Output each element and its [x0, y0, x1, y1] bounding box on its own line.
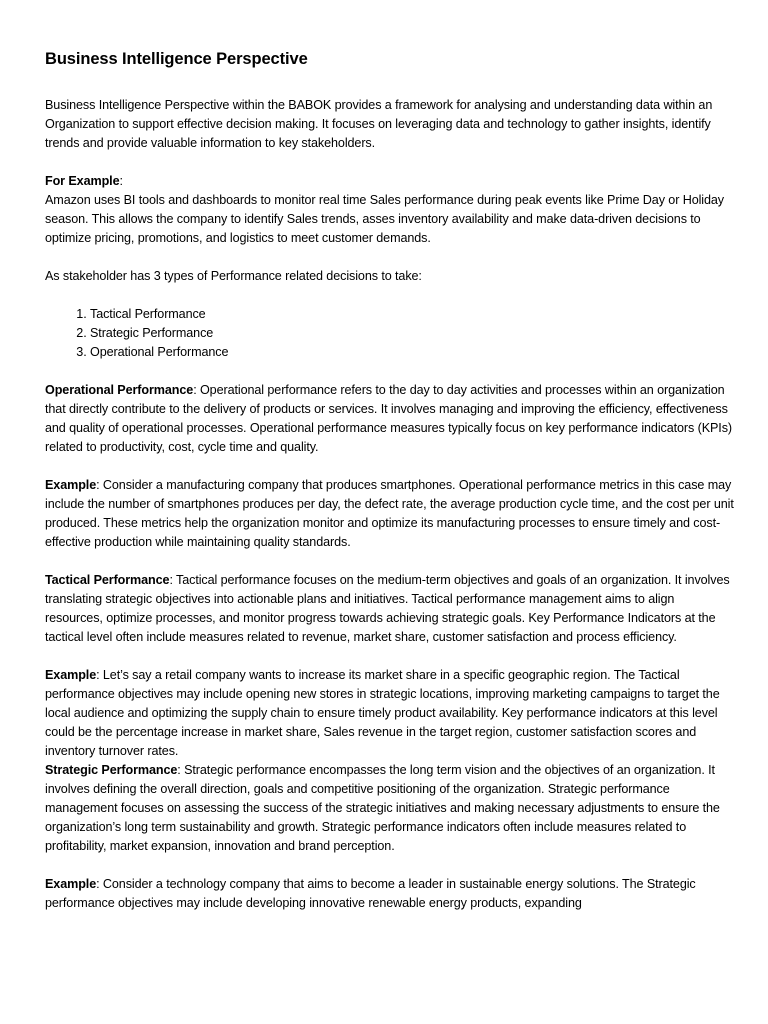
operational-example-label: Example: [45, 478, 97, 492]
intro-paragraph: Business Intelligence Perspective within the BABOK provides a framework for analysing and understanding data within an Organization to support effective decision making. It focuses on leveraging data and technology to gather insights, identify trends and provide valuable information to key stakeholders.: [45, 98, 713, 150]
strategic-label: Strategic Performance: [45, 763, 178, 777]
strategic-example-paragraph: [45, 875, 735, 913]
tactical-text: : Tactical performance focuses on the medium-term objectives and goals of an organization. It involves translating strategic objectives into actionable plans and initiatives. Tactical performance management aims to align resources, optimize processes, and monitor progress towards achieving strategic goals. Key Performance Indicators at the tactical level often include measures related to revenue, market share, customer satisfaction and process efficiency.: [45, 573, 730, 644]
spacer: [45, 286, 735, 305]
for-example-label: For Example: [45, 174, 120, 188]
decisions-intro: As stakeholder has 3 types of Performance related decisions to take:: [45, 269, 422, 283]
strategic-example-label: Example: [45, 877, 97, 891]
list-item: 2. Strategic Performance: [90, 324, 735, 343]
list-item: 1. Tactical Performance: [90, 305, 735, 324]
decision-types-list: [45, 305, 735, 362]
operational-example-paragraph: [45, 476, 735, 552]
tactical-paragraph: [45, 571, 735, 647]
operational-paragraph: [45, 381, 735, 457]
document-page: [45, 48, 735, 932]
amazon-example-paragraph: [45, 172, 735, 248]
tactical-label: Tactical Performance: [45, 573, 170, 587]
strategic-paragraph: [45, 761, 735, 856]
document-title: Business Intelligence Perspective: [45, 50, 308, 68]
for-example-colon: :: [119, 174, 123, 188]
operational-label: Operational Performance: [45, 383, 194, 397]
list-item: 3. Operational Performance: [90, 343, 735, 362]
amazon-example-text: Amazon uses BI tools and dashboards to monitor real time Sales performance during peak events like Prime Day or Holiday season. This allows the company to identify Sales trends, asses inventory availability and make data-driven decisions to optimize pricing, promotions, and logistics to meet customer demands.: [45, 193, 724, 245]
strategic-example-text: : Consider a technology company that aims to become a leader in sustainable energy solutions. The Strategic performance objectives may include developing innovative renewable energy products, expanding: [45, 877, 696, 910]
tactical-example-text: : Let’s say a retail company wants to increase its market share in a specific geographic region. The Tactical performance objectives may include opening new stores in strategic locations, improving marketing campaigns to target the local audience and optimizing the supply chain to ensure timely product availability. Key performance indicators at this level could be the percentage increase in market share, Sales revenue in the target region, customer satisfaction scores and inventory turnover rates.: [45, 668, 720, 758]
tactical-example-paragraph: [45, 666, 735, 761]
strategic-text: : Strategic performance encompasses the long term vision and the objectives of an organization. It involves defining the overall direction, goals and competitive positioning of the organization. Strategic performance management focuses on assessing the success of the strategic initiatives and making necessary adjustments to ensure the organization’s long term sustainability and growth. Strategic performance indicators often include measures related to profitability, market expansion, innovation and brand perception.: [45, 763, 720, 853]
operational-text: : Operational performance refers to the day to day activities and processes within an organization that directly contribute to the delivery of products or services. It involves managing and improving the efficiency, effectiveness and quality of operational processes. Operational performance measures typically focus on key performance indicators (KPIs) related to productivity, cost, cycle time and quality.: [45, 383, 732, 454]
operational-example-text: : Consider a manufacturing company that produces smartphones. Operational performance metrics in this case may include the number of smartphones produces per day, the defect rate, the average production cycle time, and the cost per unit produced. These metrics help the organization monitor and optimize its manufacturing processes to ensure timely and cost-effective production while maintaining quality standards.: [45, 478, 734, 549]
tactical-example-label: Example: [45, 668, 97, 682]
